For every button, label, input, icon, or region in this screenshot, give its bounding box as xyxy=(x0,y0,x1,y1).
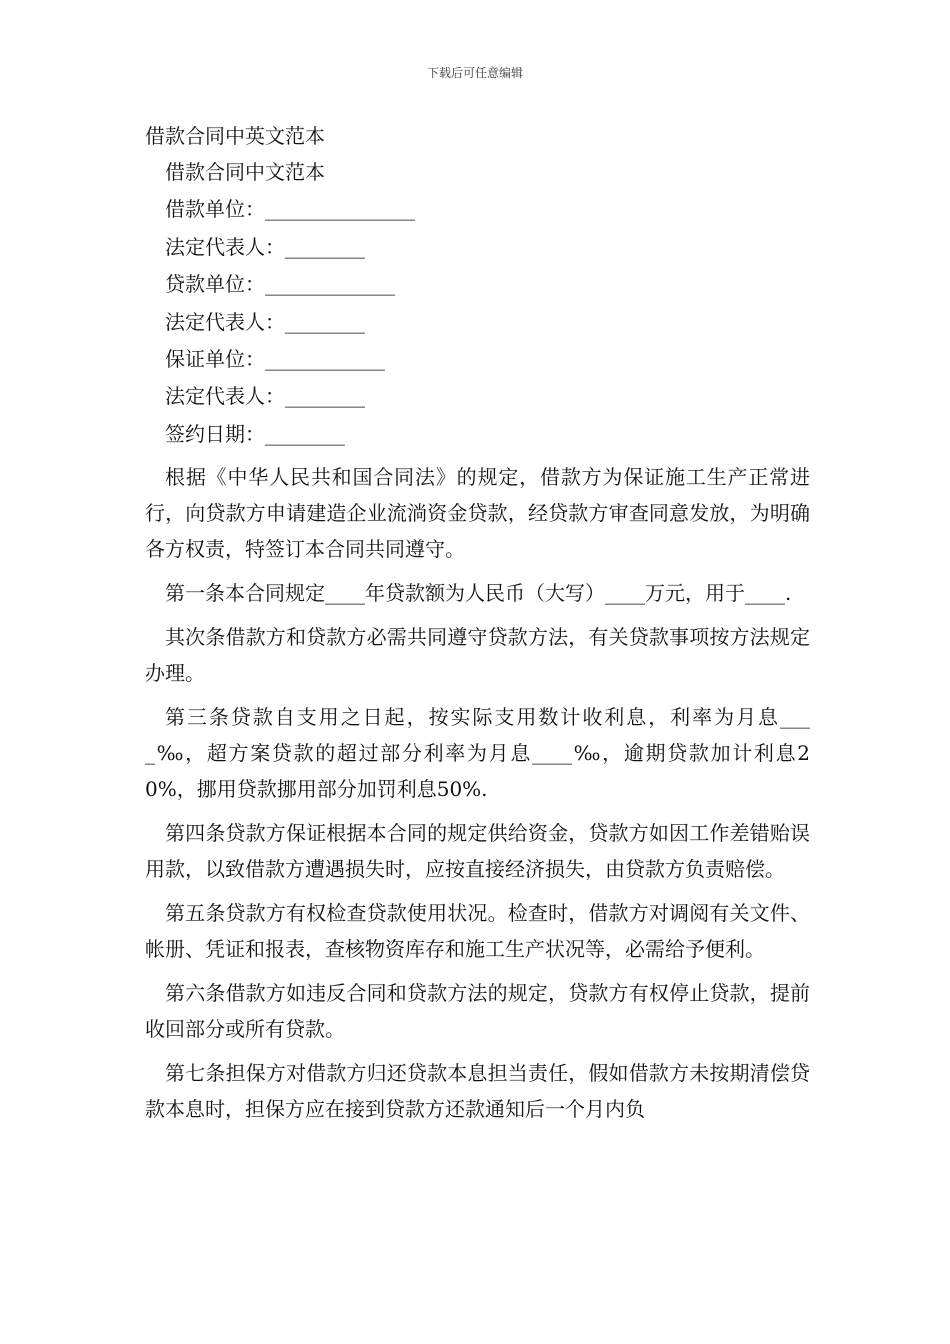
paragraph-article-2: 其次条借款方和贷款方必需共同遵守贷款方法，有关贷款事项按方法规定办理。 xyxy=(145,625,810,686)
field-lender-legal-rep: 法定代表人：________ xyxy=(165,309,365,334)
paragraph-preamble: 根据《中华人民共和国合同法》的规定，借款方为保证施工生产正常进行，向贷款方申请建造企业流淌资金贷款，经贷款方审查同意发放，为明确各方权责，特签订本合同共同遵守。 xyxy=(145,465,810,562)
field-guarantor-legal-rep: 法定代表人：________ xyxy=(165,384,365,409)
paragraph-article-5: 第五条贷款方有权检查贷款使用状况。检查时，借款方对调阅有关文件、帐册、凭证和报表，查核物资库存和施工生产状况等，必需给予便利。 xyxy=(145,901,810,962)
field-borrower: 借款单位：_______________ xyxy=(165,197,415,222)
document-title: 借款合同中英文范本 xyxy=(145,124,325,148)
paragraph-article-7: 第七条担保方对借款方归还贷款本息担当责任，假如借款方未按期清偿贷款本息时，担保方应在接到贷款方还款通知后一个月内负 xyxy=(145,1061,810,1122)
subtitle-chinese-version: 借款合同中文范本 xyxy=(165,160,325,184)
paragraph-article-1: 第一条本合同规定____年贷款额为人民币（大写）____万元，用于____. xyxy=(165,581,792,606)
page-header: 下载后可任意编辑 xyxy=(426,66,523,80)
field-signing-date: 签约日期：________ xyxy=(165,421,345,446)
field-borrower-legal-rep: 法定代表人：________ xyxy=(165,234,365,259)
document-body xyxy=(145,118,810,1127)
paragraph-article-6: 第六条借款方如违反合同和贷款方法的规定，贷款方有权停止贷款，提前收回部分或所有贷款。 xyxy=(145,981,810,1042)
paragraph-article-4: 第四条贷款方保证根据本合同的规定供给资金，贷款方如因工作差错贻误用款，以致借款方遭遇损失时，应按直接经济损失，由贷款方负责赔偿。 xyxy=(145,821,810,882)
field-guarantor: 保证单位：____________ xyxy=(165,346,385,371)
field-lender: 贷款单位：_____________ xyxy=(165,272,395,297)
paragraph-article-3: 第三条贷款自支用之日起，按实际支用数计收利息，利率为月息____‰，超方案贷款的超过部分利率为月息____‰，逾期贷款加计利息20%，挪用贷款挪用部分加罚利息50%. xyxy=(145,705,810,802)
